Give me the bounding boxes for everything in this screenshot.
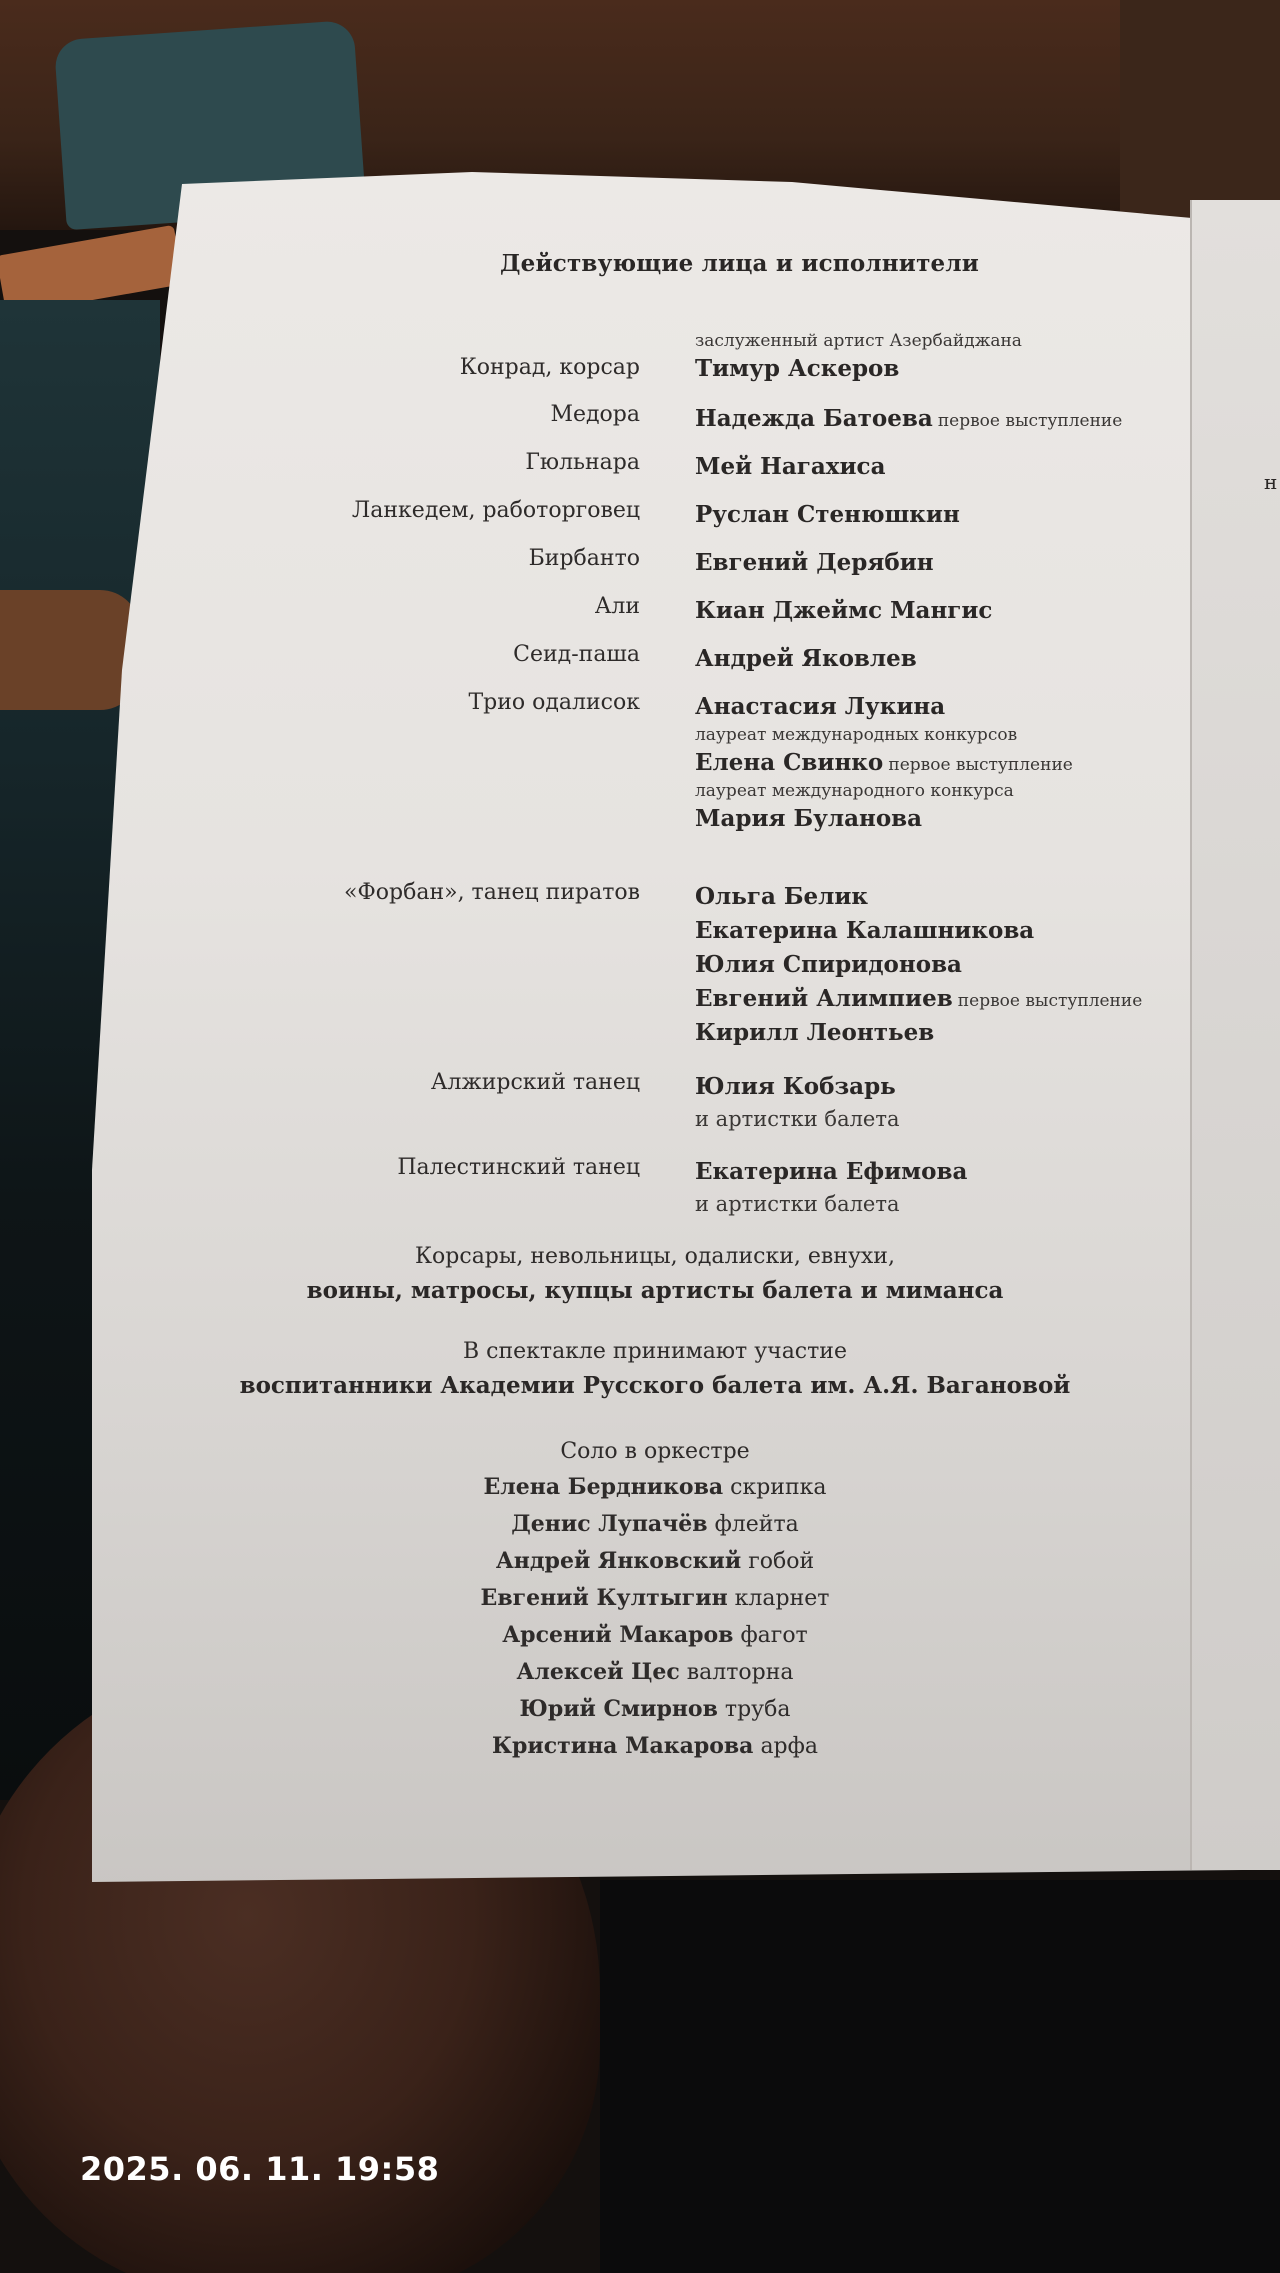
- performer-name: Мей Нагахиса: [695, 453, 886, 480]
- role-name: Трио одалисок: [468, 690, 640, 715]
- performer-name: Юлия Спиридонова: [695, 951, 962, 978]
- solo-player: [150, 1543, 1160, 1580]
- instrument: арфа: [760, 1734, 818, 1759]
- role-name: Али: [594, 594, 640, 619]
- seat-right: [1120, 0, 1280, 220]
- ensemble-line-bold: воины, матросы, купцы артисты балета и миманса: [306, 1277, 1004, 1304]
- performer: [695, 402, 1122, 436]
- solo-player: [150, 1728, 1160, 1765]
- performer-name: Кирилл Леонтьев: [695, 1019, 935, 1046]
- performer-name: Анастасия Лукина: [695, 693, 946, 720]
- solo-player: [150, 1654, 1160, 1691]
- performer-name: Евгений Алимпиев: [695, 985, 953, 1012]
- dark-floor: [600, 1880, 1280, 2273]
- right-page-fragment: н: [1264, 470, 1278, 494]
- performer-group: [695, 1070, 900, 1134]
- performer-name: Андрей Яковлев: [695, 645, 917, 672]
- performer-title: лауреат международных конкурсов: [695, 725, 1018, 745]
- extra-note: и артистки балета: [695, 1192, 900, 1216]
- player-name: Юрий Смирнов: [519, 1696, 718, 1722]
- wood-armrest: [0, 590, 140, 710]
- photo-timestamp: 2025. 06. 11. 19:58: [80, 2150, 440, 2188]
- role-name: Палестинский танец: [397, 1155, 640, 1180]
- program-next-page: [1190, 200, 1280, 1870]
- role-name: Конрад, корсар: [459, 355, 640, 380]
- role-name: Ланкедем, работорговец: [351, 498, 640, 523]
- performer-name: Елена Свинко: [695, 749, 884, 776]
- performer-name: Тимур Аскеров: [695, 355, 900, 382]
- instrument: фагот: [740, 1623, 808, 1648]
- instrument: труба: [724, 1697, 791, 1722]
- performer-name: Екатерина Ефимова: [695, 1158, 968, 1185]
- performer: [695, 330, 1022, 386]
- role-name: Гюльнара: [525, 450, 640, 475]
- performer: [695, 546, 934, 580]
- player-name: Денис Лупачёв: [511, 1511, 708, 1537]
- performer: [695, 594, 992, 628]
- role-name: Сеид-паша: [513, 642, 640, 667]
- performer-group: [695, 690, 1073, 836]
- performer-note: первое выступление: [888, 755, 1073, 775]
- performer-name: Надежда Батоева: [695, 405, 933, 432]
- performer-title: заслуженный артист Азербайджана: [695, 331, 1022, 351]
- solo-player: [150, 1691, 1160, 1728]
- role-name: Бирбанто: [528, 546, 640, 571]
- solo-player: [150, 1580, 1160, 1617]
- performer-note: первое выступление: [937, 411, 1123, 431]
- player-name: Арсений Макаров: [502, 1622, 734, 1648]
- performer-name: Евгений Дерябин: [695, 549, 934, 576]
- performer-name: Юлия Кобзарь: [695, 1073, 896, 1100]
- performer-title: лауреат международного конкурса: [695, 781, 1014, 801]
- extra-note: и артистки балета: [695, 1107, 900, 1131]
- player-name: Елена Бердникова: [483, 1474, 724, 1500]
- performer-name: Екатерина Калашникова: [695, 917, 1035, 944]
- participation-line: В спектакле принимают участие: [462, 1339, 847, 1364]
- performer-name: Мария Буланова: [695, 805, 923, 832]
- orchestra-solo-block: [150, 1435, 1160, 1765]
- instrument: флейта: [714, 1512, 799, 1537]
- solo-player: [150, 1506, 1160, 1543]
- performer: [695, 982, 1142, 1016]
- instrument: кларнет: [734, 1586, 830, 1611]
- performer: [695, 642, 917, 676]
- role-name: Медора: [550, 402, 640, 427]
- performer: [695, 498, 960, 532]
- performer-note: первое выступление: [957, 991, 1143, 1011]
- solo-player: [150, 1469, 1160, 1506]
- instrument: скрипка: [730, 1475, 827, 1500]
- solo-heading: Соло в оркестре: [560, 1439, 750, 1464]
- academy-line: воспитанники Академии Русского балета им. А.Я. Вагановой: [239, 1372, 1071, 1399]
- player-name: Андрей Янковский: [495, 1548, 742, 1574]
- player-name: Кристина Макарова: [492, 1733, 754, 1759]
- solo-player: [150, 1617, 1160, 1654]
- performer-group: [695, 880, 1142, 1050]
- participation-block: [150, 1335, 1160, 1403]
- performer-name: Ольга Белик: [695, 883, 869, 910]
- ensemble-block: [150, 1240, 1160, 1308]
- performer-name: Руслан Стенюшкин: [695, 501, 960, 528]
- instrument: гобой: [748, 1549, 815, 1574]
- performer: [695, 450, 885, 484]
- role-name: Алжирский танец: [430, 1070, 640, 1095]
- performer-name: Киан Джеймс Мангис: [695, 597, 993, 624]
- player-name: Евгений Култыгин: [480, 1585, 728, 1611]
- performer-group: [695, 1155, 967, 1219]
- page-heading: Действующие лица и исполнители: [500, 250, 980, 277]
- instrument: валторна: [686, 1660, 794, 1685]
- ensemble-line: Корсары, невольницы, одалиски, евнухи,: [415, 1244, 895, 1269]
- role-name: «Форбан», танец пиратов: [344, 880, 640, 905]
- player-name: Алексей Цес: [516, 1659, 680, 1685]
